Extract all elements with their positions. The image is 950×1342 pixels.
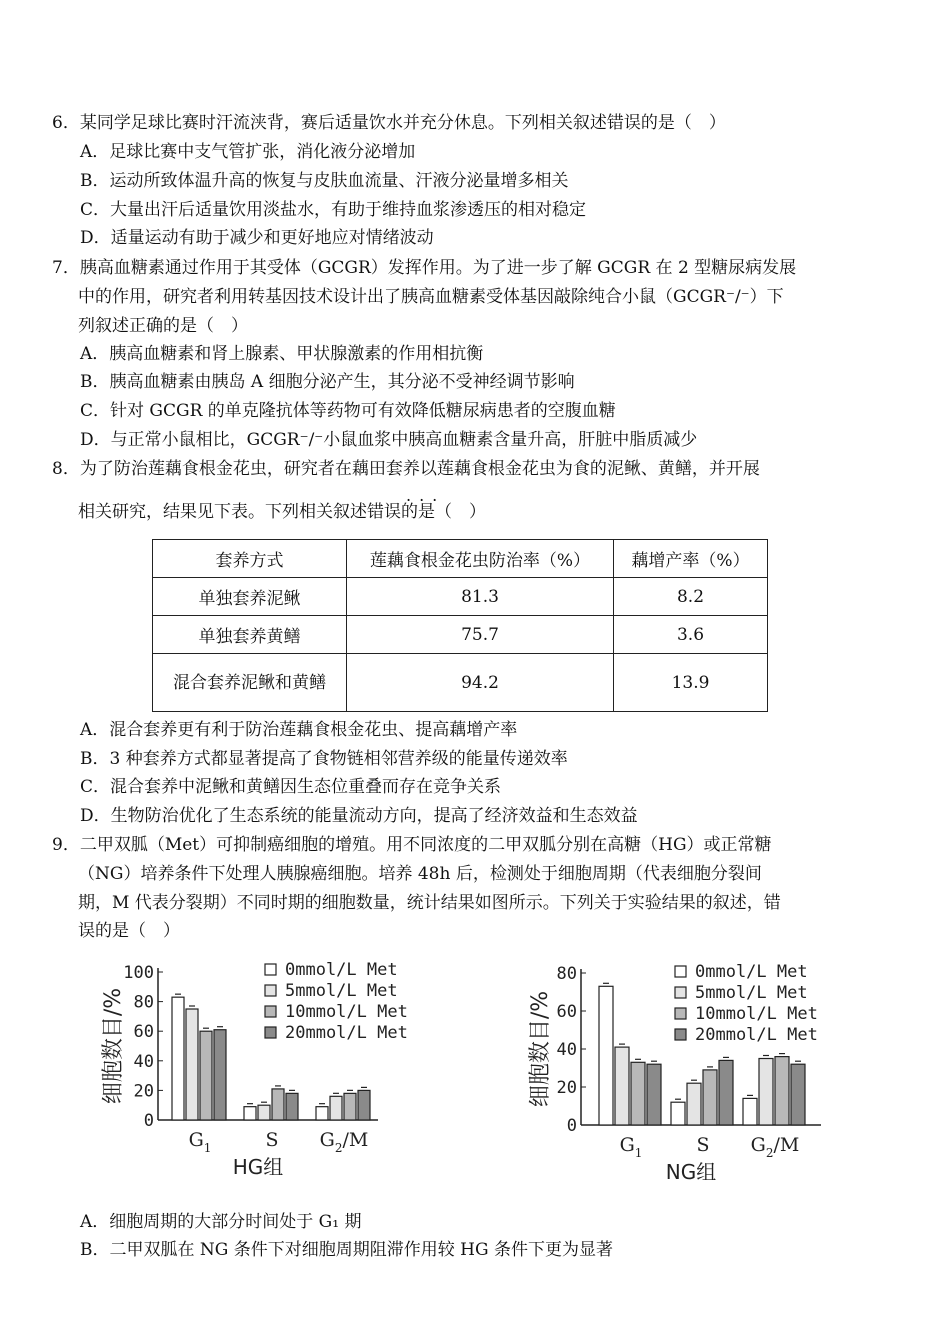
q8-table: [152, 539, 768, 712]
table-cell: 3.6: [614, 616, 768, 654]
q6-option-a: A．足球比赛中支气管扩张，消化液分泌增加: [80, 142, 416, 162]
bar: [743, 1098, 757, 1125]
bar: [687, 1083, 701, 1125]
q9-stem-line-4: 误的是（ ）: [78, 921, 180, 941]
legend-label: 10mmol/L Met: [695, 1004, 818, 1024]
legend-swatch: [265, 1006, 276, 1017]
legend-label: 0mmol/L Met: [695, 962, 808, 982]
hg-cell-count-chart: [90, 955, 430, 1190]
legend-swatch: [675, 1029, 686, 1040]
y-tick-label: 0: [143, 1111, 154, 1131]
bar: [316, 1107, 328, 1120]
bar: [272, 1089, 284, 1120]
legend-swatch: [675, 987, 686, 998]
y-tick-label: 40: [556, 1040, 577, 1060]
q6-option-d: D．适量运动有助于减少和更好地应对情绪波动: [80, 228, 434, 248]
y-tick-label: 0: [566, 1116, 577, 1136]
table-row: [153, 578, 768, 616]
bar: [615, 1047, 629, 1125]
ng-cell-count-chart: [525, 955, 845, 1190]
q7-option-b: B．胰高血糖素由胰岛 A 细胞分泌产生，其分泌不受神经调节影响: [80, 372, 575, 392]
legend-swatch: [675, 966, 686, 977]
q8-stem-line-1: 8．为了防治莲藕食根金花虫，研究者在藕田套养以莲藕食根金花虫为食的泥鳅、黄鳝，并开展: [52, 459, 760, 479]
x-axis-group-label: NG组: [665, 1160, 717, 1184]
q8-table-header: 套养方式: [153, 540, 347, 578]
table-cell: 8.2: [614, 578, 768, 616]
bar: [286, 1093, 298, 1120]
q8-emphasis-dots: ...: [406, 486, 446, 505]
table-row: [153, 616, 768, 654]
q8-table-header: 莲藕食根金花虫防治率（%）: [347, 540, 614, 578]
q9-stem-line-2: （NG）培养条件下处理人胰腺癌细胞。培养 48h 后，检测处于细胞周期（代表细胞分裂间: [78, 864, 762, 884]
q6-stem: 6．某同学足球比赛时汗流浃背，赛后适量饮水并充分休息。下列相关叙述错误的是（ ）: [52, 113, 726, 133]
y-axis-label: 细胞数目/%: [528, 990, 553, 1108]
bar: [759, 1059, 773, 1126]
y-tick-label: 20: [556, 1078, 577, 1098]
q8-option-c: C．混合套养中泥鳅和黄鳝因生态位重叠而存在竞争关系: [80, 777, 502, 797]
x-category-label: $G_2/M$: [750, 1134, 800, 1160]
table-cell: 13.9: [614, 654, 768, 712]
bar: [647, 1064, 661, 1125]
y-tick-label: 60: [556, 1002, 577, 1022]
bar: [791, 1064, 805, 1125]
q9-stem-line-3: 期，M 代表分裂期）不同时期的细胞数量，统计结果如图所示。下列关于实验结果的叙述，错: [78, 893, 781, 913]
q7-option-a: A．胰高血糖素和肾上腺素、甲状腺激素的作用相抗衡: [80, 344, 484, 364]
x-category-label: $G_1$: [619, 1134, 643, 1160]
legend-label: 0mmol/L Met: [285, 960, 398, 980]
bar: [671, 1102, 685, 1125]
q8-table-header: 藕增产率（%）: [614, 540, 768, 578]
q8-option-b: B．3 种套养方式都显著提高了食物链相邻营养级的能量传递效率: [80, 749, 568, 769]
x-axis-group-label: HG组: [232, 1155, 284, 1179]
q6-option-c: C．大量出汗后适量饮用淡盐水，有助于维持血浆渗透压的相对稳定: [80, 200, 587, 220]
bar: [172, 997, 184, 1120]
legend-label: 10mmol/L Met: [285, 1002, 408, 1022]
bar: [775, 1057, 789, 1125]
q8-table-header-row: [153, 540, 768, 578]
y-axis-label: 细胞数目/%: [101, 987, 126, 1105]
legend-swatch: [265, 985, 276, 996]
bar: [258, 1105, 270, 1120]
legend-label: 5mmol/L Met: [285, 981, 398, 1001]
y-tick-label: 80: [133, 992, 154, 1013]
legend-label: 20mmol/L Met: [285, 1023, 408, 1043]
legend-swatch: [265, 1027, 276, 1038]
q9-option-a: A．细胞周期的大部分时间处于 G₁ 期: [80, 1212, 362, 1232]
y-tick-label: 40: [133, 1051, 154, 1072]
q9-stem-line-1: 9．二甲双胍（Met）可抑制癌细胞的增殖。用不同浓度的二甲双胍分别在高糖（HG）或正常糖: [52, 835, 772, 855]
bar: [330, 1096, 342, 1120]
x-category-label: $G_2/M$: [319, 1129, 369, 1155]
table-cell: 94.2: [347, 654, 614, 712]
q8-option-d: D．生物防治优化了生态系统的能量流动方向，提高了经济效益和生态效益: [80, 806, 638, 826]
q6-option-b: B．运动所致体温升高的恢复与皮肤血流量、汗液分泌量增多相关: [80, 171, 569, 191]
x-category-label: S: [696, 1134, 710, 1156]
q7-stem-line-3: 列叙述正确的是（ ）: [78, 316, 248, 336]
y-tick-label: 20: [133, 1081, 154, 1102]
q7-stem-line-1: 7．胰高血糖素通过作用于其受体（GCGR）发挥作用。为了进一步了解 GCGR 在 2 型糖尿病发展: [52, 258, 797, 278]
bar: [244, 1107, 256, 1120]
bar: [358, 1090, 370, 1120]
bar: [214, 1030, 226, 1120]
bar: [200, 1031, 212, 1120]
y-tick-label: 60: [133, 1022, 154, 1043]
table-cell: 81.3: [347, 578, 614, 616]
bar: [599, 986, 613, 1125]
x-category-label: S: [265, 1129, 279, 1151]
q9-option-b: B．二甲双胍在 NG 条件下对细胞周期阻滞作用较 HG 条件下更为显著: [80, 1240, 613, 1260]
y-tick-label: 100: [123, 963, 154, 983]
x-category-label: $G_1$: [188, 1129, 212, 1155]
q7-stem-line-2: 中的作用，研究者利用转基因技术设计出了胰高血糖素受体基因敲除纯合小鼠（GCGR⁻/⁻）下: [78, 287, 784, 307]
q8-option-a: A．混合套养更有利于防治莲藕食根金花虫、提高藕增产率: [80, 720, 518, 740]
bar: [631, 1062, 645, 1125]
table-cell: 75.7: [347, 616, 614, 654]
legend-label: 5mmol/L Met: [695, 983, 808, 1003]
table-cell: 单独套养黄鳝: [153, 616, 347, 654]
bar: [719, 1060, 733, 1125]
y-tick-label: 80: [556, 964, 577, 984]
q7-option-d: D．与正常小鼠相比，GCGR⁻/⁻小鼠血浆中胰高血糖素含量升高，肝脏中脂质减少: [80, 430, 698, 450]
legend-label: 20mmol/L Met: [695, 1025, 818, 1045]
table-cell: 单独套养泥鳅: [153, 578, 347, 616]
legend-swatch: [675, 1008, 686, 1019]
table-cell: 混合套养泥鳅和黄鳝: [153, 654, 347, 712]
q7-option-c: C．针对 GCGR 的单克隆抗体等药物可有效降低糖尿病患者的空腹血糖: [80, 401, 616, 421]
bar: [344, 1093, 356, 1120]
q8-stem-line-2: 相关研究，结果见下表。下列相关叙述错误的是（ ）: [78, 502, 486, 522]
legend-swatch: [265, 964, 276, 975]
bar: [703, 1070, 717, 1125]
bar: [186, 1009, 198, 1120]
table-row: [153, 654, 768, 712]
